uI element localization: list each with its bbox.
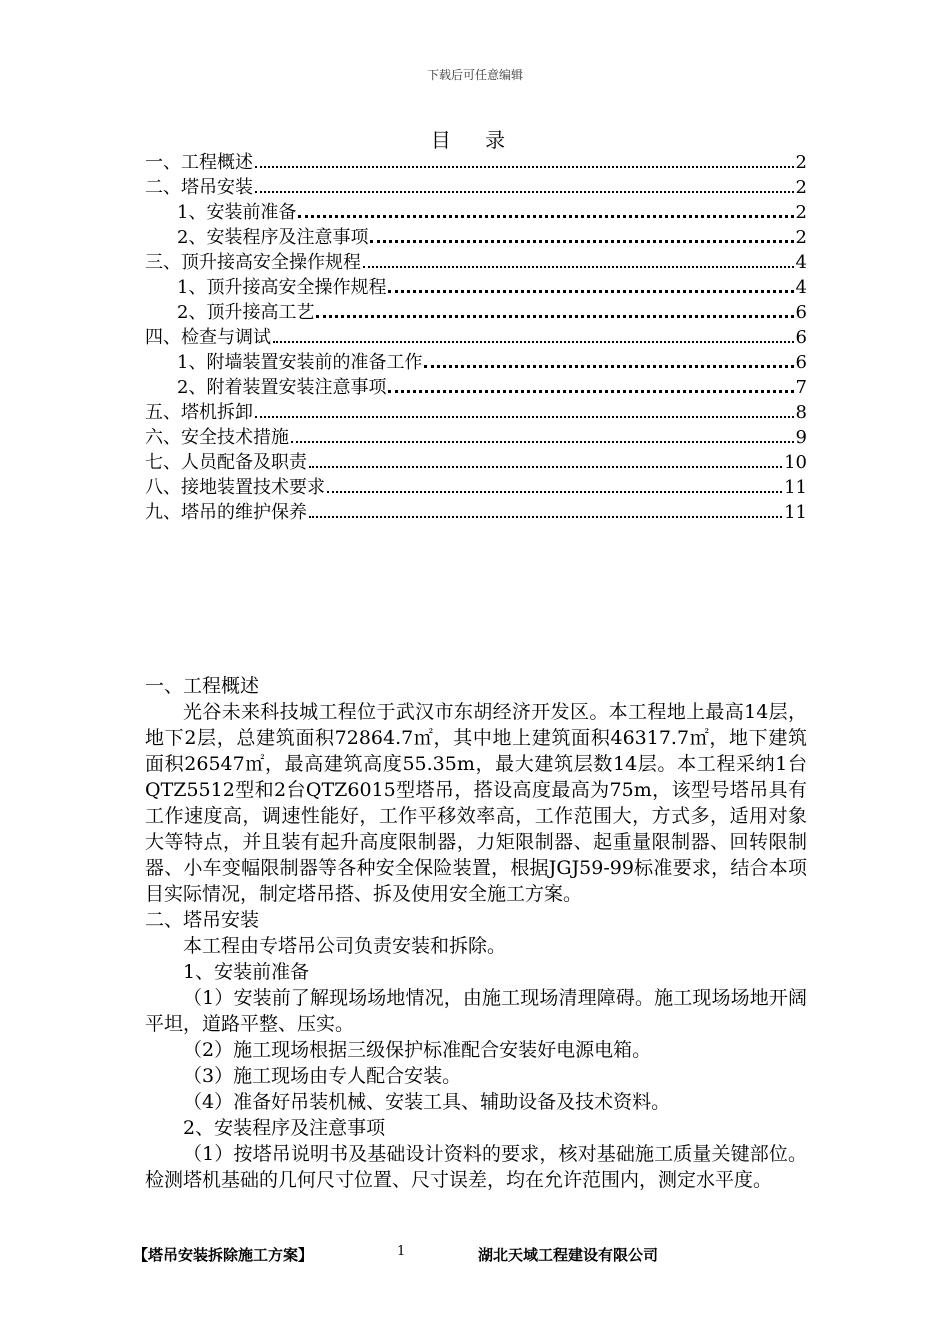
toc-leader-dots [327,491,782,493]
body-paragraph: （2）施工现场根据三级保护标准配合安装好电源电箱。 [183,1039,652,1061]
toc-entry[interactable] [145,425,807,450]
toc-leader-dots [255,416,794,418]
toc-entry-page: 6 [795,302,807,323]
section-heading: 二、塔吊安装 [145,909,260,931]
toc-leader-dots [388,390,793,393]
toc-entry[interactable] [145,300,807,325]
toc-entry[interactable] [145,175,807,200]
toc-entry-label: 三、顶升接高安全操作规程 [145,252,361,273]
footer-company-name: 湖北天域工程建设有限公司 [478,1246,659,1264]
toc-entry-page: 10 [784,452,807,473]
toc-entry-page: 4 [795,252,807,273]
body-paragraph: 本工程由专塔吊公司负责安装和拆除。 [183,935,507,957]
body-paragraph: （3）施工现场由专人配合安装。 [183,1065,462,1087]
toc-entry-label: 2、附着装置安装注意事项 [177,377,387,398]
section-heading: 一、工程概述 [145,675,260,697]
table-of-contents [145,150,807,525]
toc-entry-label: 一、工程概述 [145,152,253,173]
toc-entry-label: 1、顶升接高安全操作规程 [177,277,387,298]
toc-leader-dots [363,266,794,268]
toc-entry[interactable] [145,200,807,225]
toc-entry-label: 五、塔机拆卸 [145,402,253,423]
toc-entry-page: 9 [795,427,807,448]
toc-entry[interactable] [145,275,807,300]
toc-leader-dots [309,516,782,518]
page-footer [133,1244,833,1268]
toc-entry-label: 1、安装前准备 [177,202,297,223]
toc-leader-dots [309,466,782,468]
toc-entry[interactable] [145,450,807,475]
toc-entry[interactable] [145,475,807,500]
toc-leader-dots [388,290,793,293]
body-paragraph: 1、安装前准备 [183,961,310,983]
footer-page-number: 1 [397,1244,406,1259]
toc-title: 目 录 [430,128,520,152]
toc-entry-page: 11 [784,502,807,523]
toc-entry-page: 8 [795,402,807,423]
body-paragraph: （1）安装前了解现场场地情况，由施工现场清理障碍。施工现场场地开阔平坦，道路平整、压实。 [145,987,807,1035]
toc-entry-label: 六、安全技术措施 [145,427,289,448]
toc-entry[interactable] [145,350,807,375]
toc-entry-page: 2 [795,177,807,198]
toc-leader-dots [424,365,793,368]
toc-entry-label: 2、顶升接高工艺 [177,302,315,323]
toc-entry[interactable] [145,325,807,350]
body-paragraph: （1）按塔吊说明书及基础设计资料的要求，核对基础施工质量关键部位。检测塔机基础的几何尺寸位置、尺寸误差，均在允许范围内，测定水平度。 [145,1143,807,1191]
toc-leader-dots [273,341,794,343]
toc-entry-label: 七、人员配备及职责 [145,452,307,473]
toc-entry-label: 八、接地装置技术要求 [145,477,325,498]
toc-entry[interactable] [145,500,807,525]
toc-entry-page: 2 [795,202,807,223]
body-paragraph: 光谷未来科技城工程位于武汉市东胡经济开发区。本工程地上最高14层，地下2层，总建筑面积72864.7㎡，其中地上建筑面积46317.7㎡，地下建筑面积26547㎡，最高建筑高度55.35m，最大建筑层数14层。本工程采纳1台QTZ5512型和2台QTZ6015型塔吊，搭设高度最高为75m，该型号塔吊具有工作速度高，调速性能好，工作平移效率高，工作范围大，方式多，适用对象大等特点，并且装有起升高度限制器，力矩限制器、起重量限制器、回转限制器、小车变幅限制器等各种安全保险装置，根据JGJ59-99标准要求，结合本项目实际情况，制定塔吊搭、拆及使用安全施工方案。 [145,701,807,905]
toc-leader-dots [255,166,794,168]
body-paragraph: （4）准备好吊装机械、安装工具、辅助设备及技术资料。 [183,1091,671,1113]
footer-document-title: 【塔吊安装拆除施工方案】 [133,1246,314,1264]
toc-leader-dots [255,191,794,193]
toc-leader-dots [291,441,794,443]
toc-entry-page: 11 [784,477,807,498]
toc-entry-label: 2、安装程序及注意事项 [177,227,369,248]
toc-entry-page: 6 [795,352,807,373]
toc-leader-dots [316,315,793,318]
toc-leader-dots [298,215,793,218]
toc-entry-page: 7 [795,377,807,398]
header-note: 下载后可任意编辑 [426,68,523,82]
body-paragraph: 2、安装程序及注意事项 [183,1117,386,1139]
toc-entry-label: 1、附墙装置安装前的准备工作 [177,352,423,373]
toc-entry-page: 2 [795,227,807,248]
toc-entry[interactable] [145,400,807,425]
toc-entry-label: 九、塔吊的维护保养 [145,502,307,523]
toc-entry[interactable] [145,150,807,175]
toc-entry-label: 四、检查与调试 [145,327,271,348]
toc-entry-label: 二、塔吊安装 [145,177,253,198]
toc-entry-page: 4 [795,277,807,298]
toc-entry[interactable] [145,250,807,275]
toc-entry[interactable] [145,225,807,250]
toc-entry-page: 6 [795,327,807,348]
toc-entry-page: 2 [795,152,807,173]
document-body [145,673,807,1193]
toc-entry[interactable] [145,375,807,400]
toc-leader-dots [370,240,793,243]
